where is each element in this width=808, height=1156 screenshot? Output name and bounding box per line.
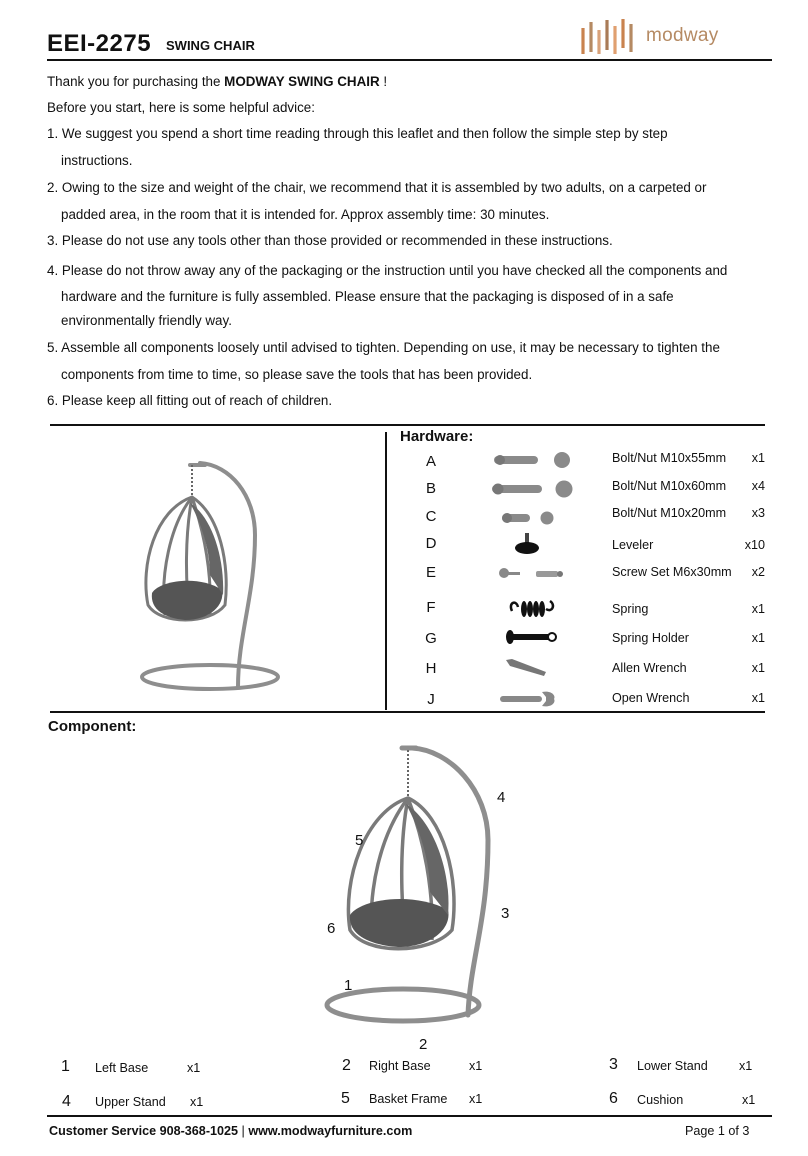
callout-2: 2 [419, 1036, 428, 1053]
callout-6: 6 [327, 920, 336, 937]
instruction-line: environmentally friendly way. [61, 313, 232, 328]
footer-contact [49, 1124, 412, 1138]
instruction-line: 5. Assemble all components loosely until advised to tighten. Depending on use, it may be necessary to tighten the [47, 340, 720, 355]
component-qty: x1 [469, 1059, 483, 1073]
hardware-name: Bolt/Nut M10x20mm [612, 506, 727, 520]
hardware-letter: B [425, 480, 436, 497]
component-heading: Component: [48, 718, 137, 735]
component-number: 2 [342, 1057, 351, 1074]
product-name: SWING CHAIR [166, 38, 255, 53]
instruction-4 [47, 258, 777, 332]
spring-icon [506, 597, 558, 621]
bolt-nut-icon [500, 509, 556, 527]
component-number: 6 [609, 1090, 618, 1107]
instruction-line: 3. Please do not use any tools other than those provided or recommended in these instructions. [47, 233, 613, 248]
section-rule [50, 711, 765, 713]
instruction-line: hardware and the furniture is fully assembled. Please ensure that the packaging is disposed of in a safe [61, 289, 674, 304]
open-wrench-icon [498, 690, 558, 708]
base-ring [142, 665, 278, 689]
customer-service: Customer Service 908-368-1025 [49, 1124, 239, 1138]
callout-3: 3 [501, 905, 510, 922]
hardware-letter: G [425, 630, 437, 647]
hardware-name: Allen Wrench [612, 661, 687, 675]
instruction-3 [47, 227, 777, 254]
instruction-line: instructions. [61, 153, 133, 168]
hardware-qty: x3 [751, 506, 765, 520]
instruction-2 [47, 174, 777, 228]
hardware-name: Open Wrench [612, 691, 690, 705]
bolt-nut-icon [490, 479, 576, 499]
instruction-line: 1. We suggest you spend a short time reading through this leaflet and then follow the simple step by step [47, 126, 668, 141]
hardware-name: Bolt/Nut M10x55mm [612, 451, 727, 465]
component-qty: x1 [742, 1093, 756, 1107]
instruction-1 [47, 120, 777, 174]
swing-chair-illustration [130, 455, 280, 695]
brand-logo-text: modway [646, 25, 719, 46]
footer-rule [47, 1115, 772, 1117]
exploded-chair-illustration [320, 740, 500, 1040]
component-number: 3 [609, 1056, 618, 1073]
hardware-qty: x2 [751, 565, 765, 579]
screw-set-icon [496, 566, 564, 582]
component-name: Right Base [369, 1059, 431, 1073]
hardware-name: Spring [612, 602, 649, 616]
hardware-qty: x1 [751, 602, 765, 616]
hardware-heading: Hardware: [400, 428, 474, 445]
hardware-letter: J [427, 691, 435, 708]
callout-5: 5 [355, 832, 364, 849]
component-name: Upper Stand [95, 1095, 166, 1109]
thanks-prefix: Thank you for purchasing the [47, 74, 225, 89]
callout-4: 4 [497, 789, 506, 806]
leveler-icon [512, 532, 542, 556]
section-rule [50, 424, 765, 426]
hardware-letter: F [426, 599, 436, 616]
thanks-suffix: ! [379, 74, 388, 89]
page-number: Page 1 of 3 [685, 1124, 750, 1138]
instruction-line: 2. Owing to the size and weight of the chair, we recommend that it is assembled by two adults, on a carpeted or [47, 180, 707, 195]
footer-separator: | [241, 1124, 245, 1138]
hardware-qty: x10 [744, 538, 765, 552]
component-number: 1 [61, 1058, 70, 1075]
instruction-line: components from time to time, so please save the tools that has been provided. [61, 367, 533, 382]
hardware-qty: x1 [751, 691, 765, 705]
component-name: Basket Frame [369, 1092, 448, 1106]
hardware-name: Spring Holder [612, 631, 690, 645]
section-divider [385, 432, 387, 710]
hardware-letter: E [425, 564, 436, 581]
hardware-letter: A [425, 453, 436, 470]
cushion-back [406, 804, 449, 915]
callout-1: 1 [344, 977, 353, 994]
instruction-line: padded area, in the room that it is intended for. Approx assembly time: 30 minutes. [61, 207, 550, 222]
component-qty: x1 [187, 1061, 201, 1075]
advice-line: Before you start, here is some helpful advice: [47, 100, 315, 115]
model-code: EEI-2275 [47, 30, 152, 57]
hardware-qty: x1 [751, 451, 765, 465]
hardware-qty: x4 [751, 479, 765, 493]
website-link[interactable]: www.modwayfurniture.com [248, 1124, 413, 1138]
component-name: Cushion [637, 1093, 684, 1107]
component-number: 4 [62, 1093, 71, 1110]
spring-holder-icon [504, 629, 558, 645]
thanks-product: MODWAY SWING CHAIR [224, 74, 380, 89]
hardware-name: Leveler [612, 538, 654, 552]
component-qty: x1 [190, 1095, 204, 1109]
instruction-line: 6. Please keep all fitting out of reach of children. [47, 393, 333, 408]
hardware-letter: C [425, 508, 437, 525]
hardware-qty: x1 [751, 661, 765, 675]
thanks-line [47, 72, 387, 92]
hardware-letter: D [425, 535, 437, 552]
hardware-name: Bolt/Nut M10x60mm [612, 479, 727, 493]
allen-wrench-icon [502, 656, 552, 678]
instruction-line: 4. Please do not throw away any of the packaging or the instruction until you have checked all the components and [47, 263, 728, 278]
hardware-qty: x1 [751, 631, 765, 645]
component-qty: x1 [739, 1059, 753, 1073]
component-number: 5 [341, 1090, 350, 1107]
component-name: Left Base [95, 1061, 149, 1075]
bolt-nut-icon [492, 451, 574, 469]
instruction-6 [47, 387, 777, 414]
header-rule [47, 59, 772, 61]
instruction-5 [47, 334, 777, 388]
hardware-name: Screw Set M6x30mm [612, 565, 732, 579]
component-name: Lower Stand [637, 1059, 708, 1073]
stand-arc [412, 748, 488, 1015]
hardware-letter: H [425, 660, 437, 677]
component-qty: x1 [469, 1092, 483, 1106]
